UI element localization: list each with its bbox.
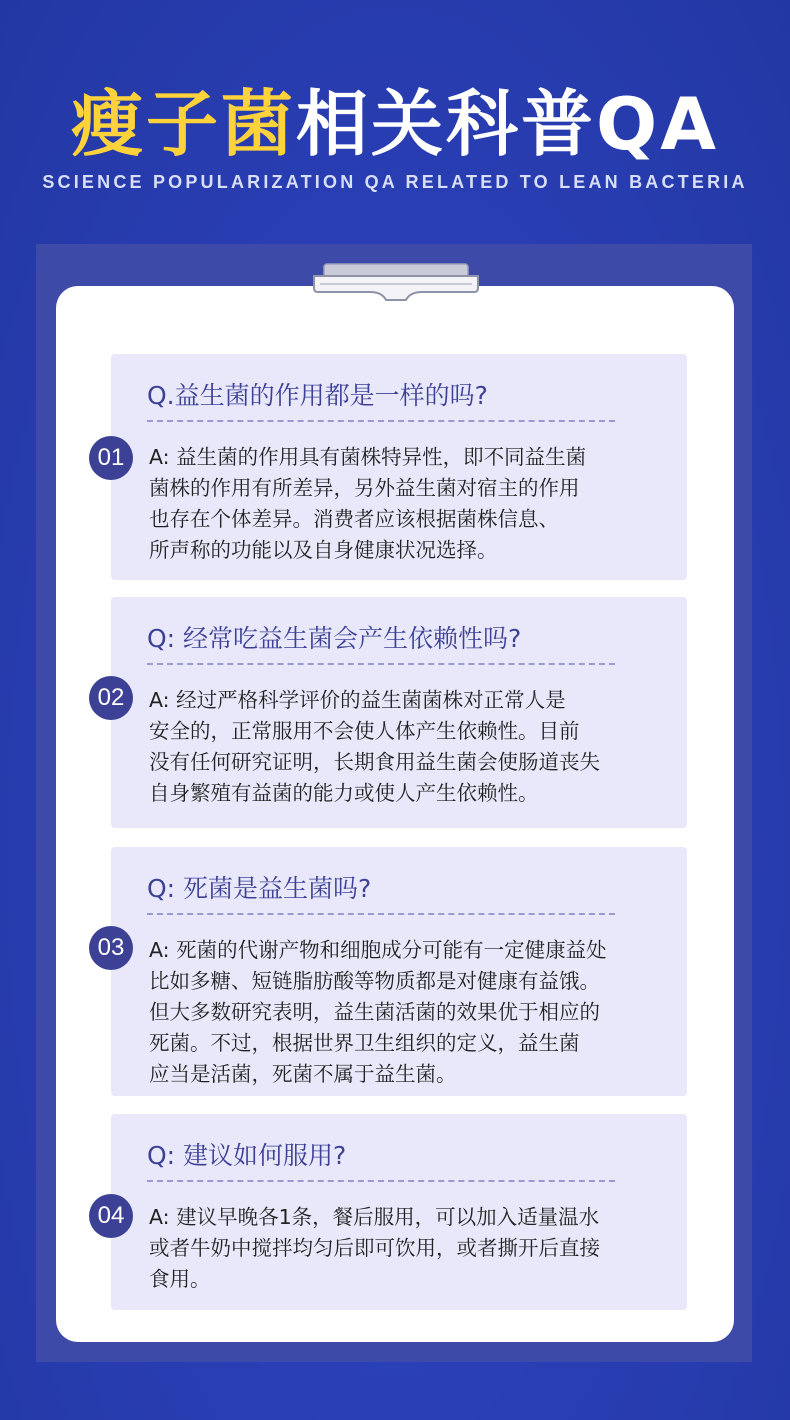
answer-line: A: 经过严格科学评价的益生菌菌株对正常人是	[149, 688, 566, 712]
answer-line: 自身繁殖有益菌的能力或使人产生依赖性。	[149, 781, 539, 805]
qa-item-3	[97, 847, 687, 1096]
clipboard-clip-icon	[310, 262, 482, 308]
qa-question: Q.益生菌的作用都是一样的吗?	[147, 381, 488, 410]
qa-item-2	[97, 597, 687, 828]
answer-line: 或者牛奶中搅拌均匀后即可饮用，或者撕开后直接	[149, 1236, 600, 1260]
answer-line: A: 益生菌的作用具有菌株特异性，即不同益生菌	[149, 445, 587, 469]
answer-line: 也存在个体差异。消费者应该根据菌株信息、	[149, 507, 559, 531]
qa-divider	[147, 663, 615, 665]
qa-item-1	[97, 354, 687, 580]
answer-line: A: 死菌的代谢产物和细胞成分可能有一定健康益处	[149, 938, 607, 962]
qa-question: Q: 建议如何服用?	[147, 1141, 347, 1170]
qa-answer	[149, 935, 677, 1090]
qa-number-badge: 04	[89, 1194, 133, 1238]
qa-answer	[149, 442, 677, 566]
answer-line: 食用。	[149, 1267, 211, 1291]
page-title	[0, 80, 790, 168]
answer-line: A: 建议早晚各1条，餐后服用，可以加入适量温水	[149, 1205, 600, 1229]
answer-line: 死菌。不过，根据世界卫生组织的定义，益生菌	[149, 1031, 580, 1055]
answer-line: 但大多数研究表明，益生菌活菌的效果优于相应的	[149, 1000, 600, 1024]
qa-divider	[147, 420, 615, 422]
title-highlight: 瘦子菌	[71, 82, 297, 166]
qa-answer	[149, 685, 677, 809]
qa-number-badge: 02	[89, 676, 133, 720]
qa-question: Q: 死菌是益生菌吗?	[147, 874, 372, 903]
answer-line: 菌株的作用有所差异，另外益生菌对宿主的作用	[149, 476, 580, 500]
answer-line: 应当是活菌，死菌不属于益生菌。	[149, 1062, 457, 1086]
answer-line: 比如多糖、短链脂肪酸等物质都是对健康有益饿。	[149, 969, 600, 993]
answer-line: 安全的，正常服用不会使人体产生依赖性。目前	[149, 719, 580, 743]
answer-line: 没有任何研究证明，长期食用益生菌会使肠道丧失	[149, 750, 600, 774]
qa-divider	[147, 1180, 615, 1182]
qa-number-badge: 03	[89, 926, 133, 970]
qa-answer	[149, 1202, 677, 1295]
qa-question: Q: 经常吃益生菌会产生依赖性吗?	[147, 624, 522, 653]
answer-line: 所声称的功能以及自身健康状况选择。	[149, 538, 498, 562]
qa-number-badge: 01	[89, 436, 133, 480]
qa-item-4	[97, 1114, 687, 1310]
qa-divider	[147, 913, 615, 915]
title-rest: 相关科普QA	[296, 82, 719, 166]
page-subtitle: SCIENCE POPULARIZATION QA RELATED TO LEAN BACTERIA	[42, 172, 748, 192]
